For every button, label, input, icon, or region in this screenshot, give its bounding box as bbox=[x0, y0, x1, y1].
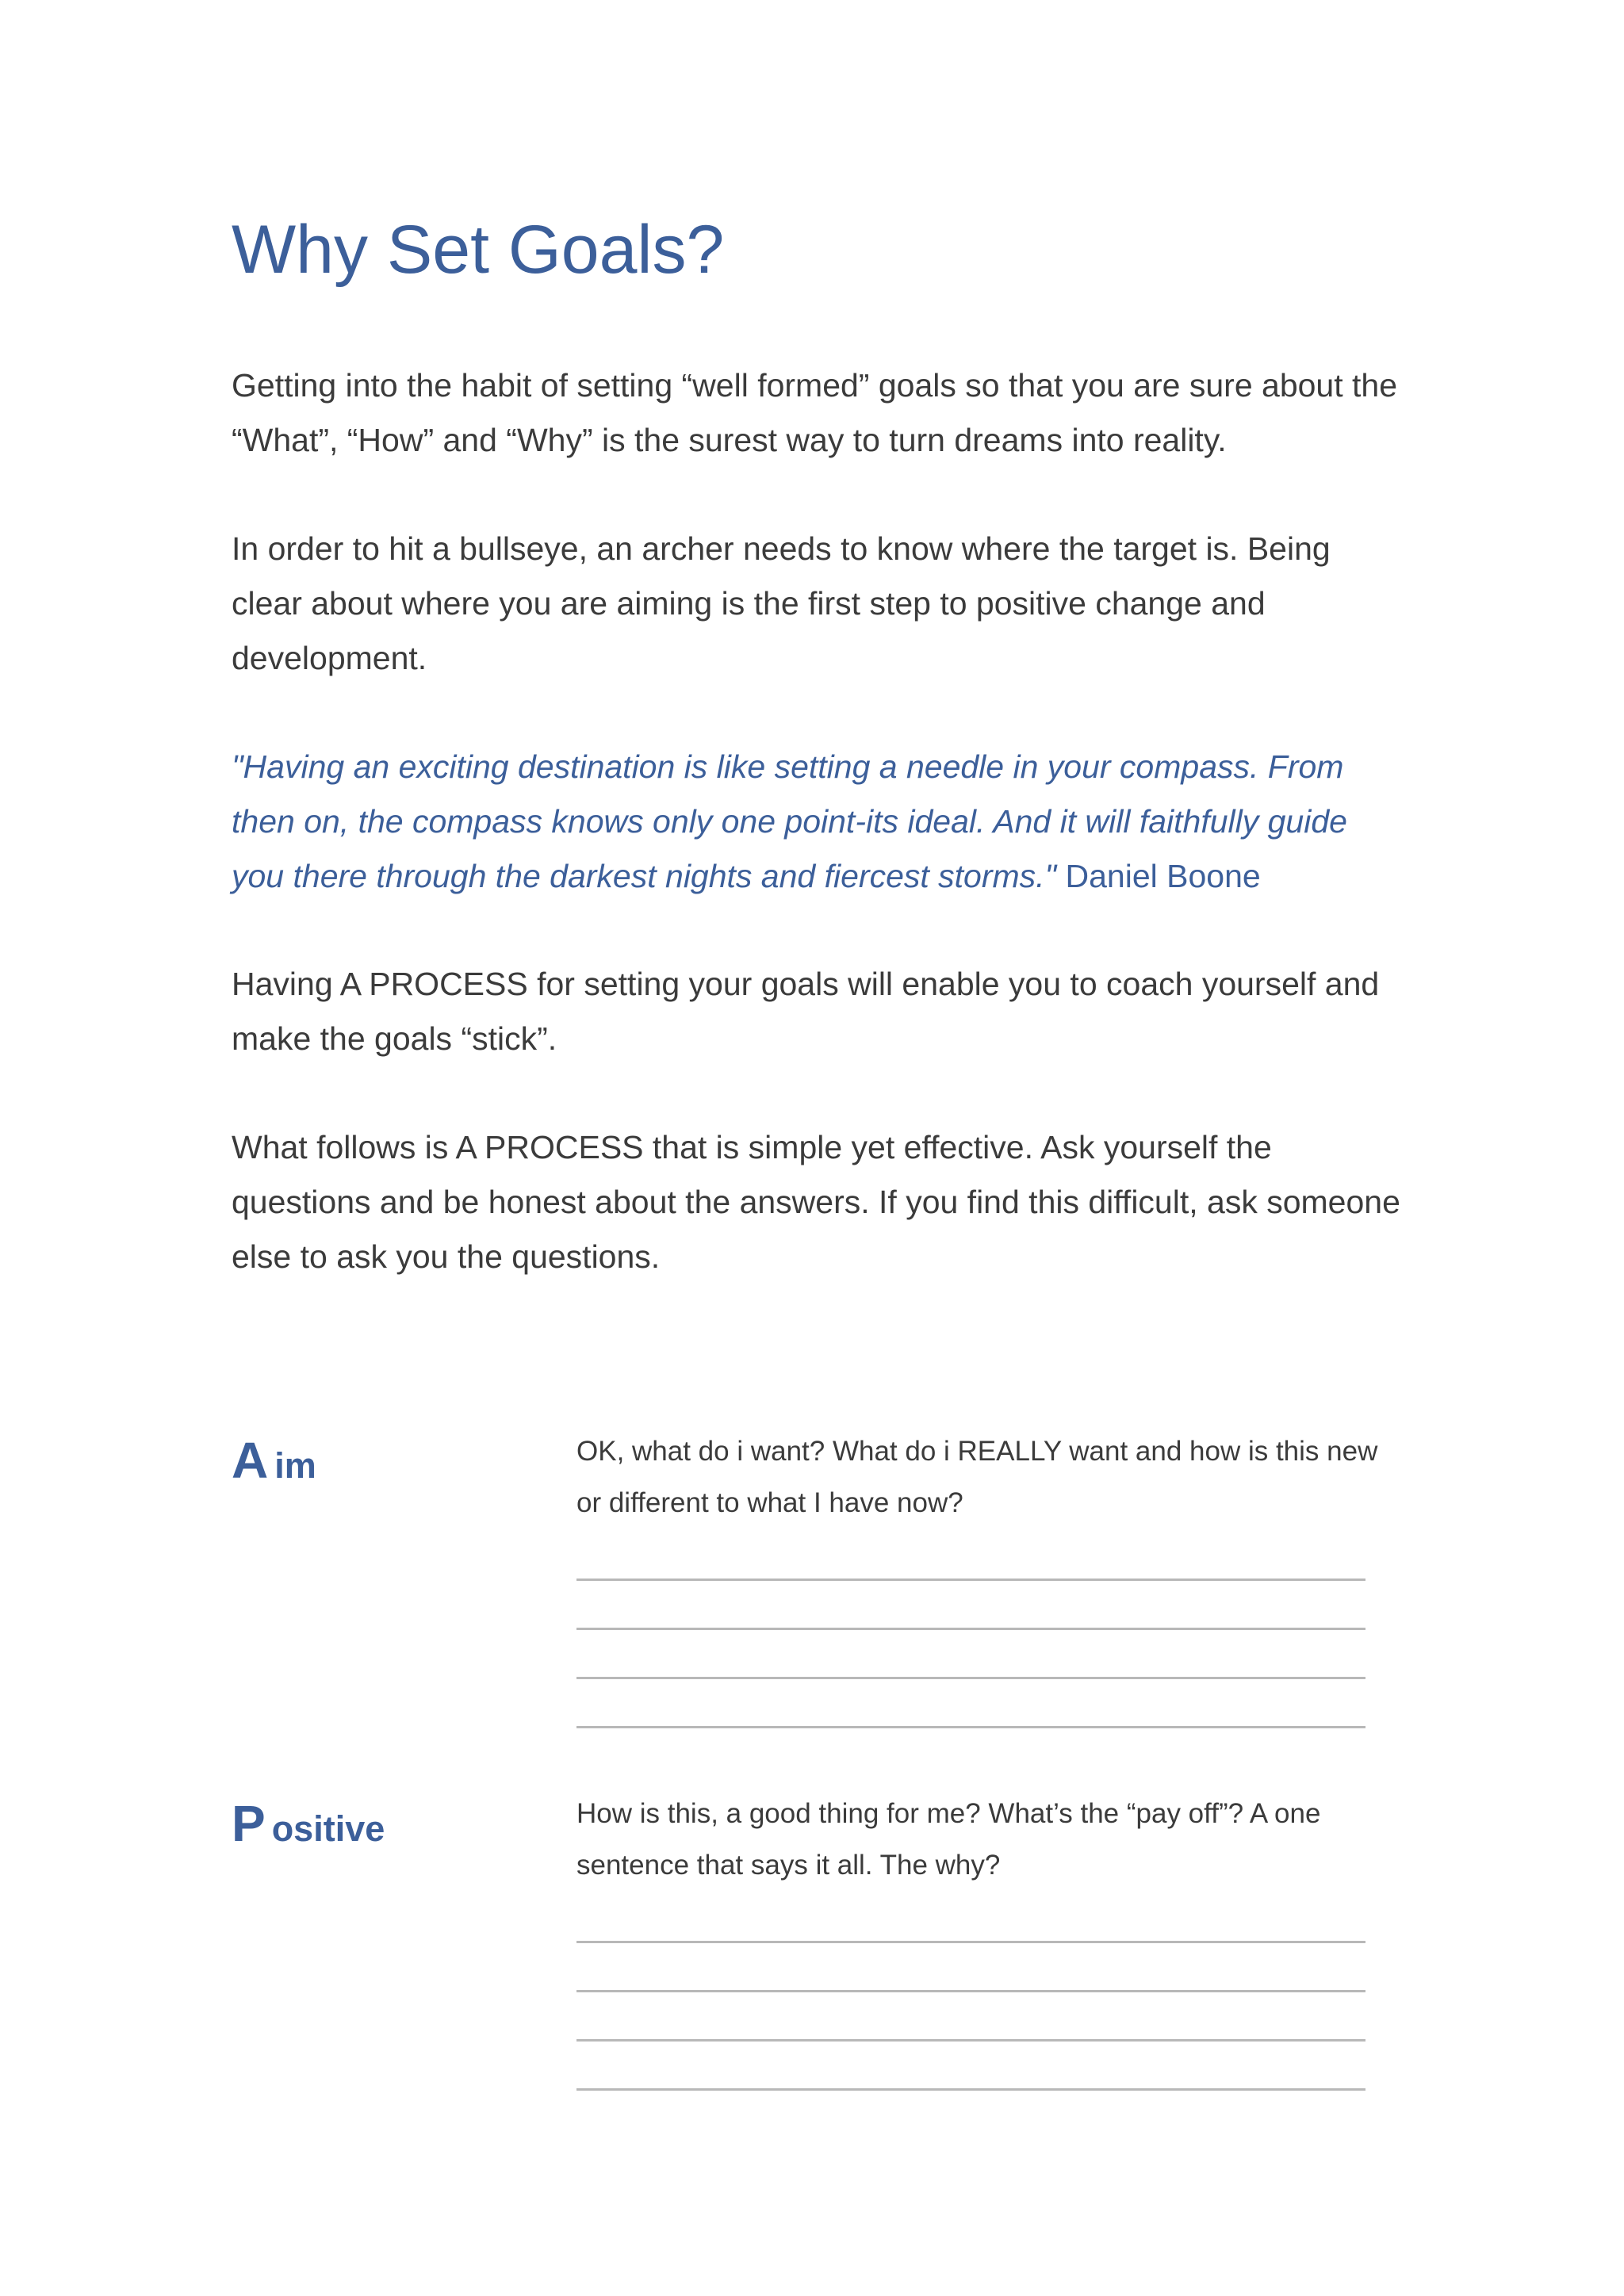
process-paragraph: Having A PROCESS for setting your goals will enable you to coach yourself and make the goals “stick”. bbox=[232, 966, 1380, 1057]
positive-answer-line[interactable] bbox=[576, 2088, 1365, 2091]
aim-answer-line[interactable] bbox=[576, 1726, 1365, 1728]
aim-heading bbox=[232, 1432, 316, 1489]
intro-paragraph: Getting into the habit of setting “well formed” goals so that you are sure about the “What”, “How” and “Why” is the surest way to turn dreams into reality. bbox=[232, 367, 1398, 458]
aim-answer-line[interactable] bbox=[576, 1628, 1365, 1630]
quote-paragraph bbox=[232, 740, 1405, 904]
positive-answer-line[interactable] bbox=[576, 1941, 1365, 1943]
positive-answer-line[interactable] bbox=[576, 2039, 1365, 2042]
aim-heading-rest: im bbox=[274, 1445, 316, 1486]
aim-answer-line[interactable] bbox=[576, 1677, 1365, 1679]
archer-paragraph: In order to hit a bullseye, an archer needs to know where the target is. Being clear about where you are aiming is the first step to positive change and development. bbox=[232, 530, 1331, 676]
aim-heading-initial: A bbox=[232, 1432, 269, 1489]
positive-heading-initial: P bbox=[232, 1795, 266, 1852]
positive-question: How is this, a good thing for me? What’s the “pay off”? A one sentence that says it all. The why? bbox=[576, 1798, 1321, 1881]
follows-paragraph: What follows is A PROCESS that is simple yet effective. Ask yourself the questions and be honest about the answers. If you find this difficult, ask someone else to ask you the questions. bbox=[232, 1129, 1400, 1275]
quote-author: Daniel Boone bbox=[1056, 858, 1261, 894]
positive-heading-rest: ositive bbox=[271, 1808, 385, 1849]
page-title: Why Set Goals? bbox=[232, 212, 725, 288]
quote-text: "Having an exciting destination is like setting a needle in your compass. From then on, the compass knows only one point-its ideal. And it will faithfully guide you there through the darkest nights and fiercest storms." bbox=[232, 748, 1347, 894]
aim-question: OK, what do i want? What do i REALLY want and how is this new or different to what I have now? bbox=[576, 1436, 1378, 1518]
positive-heading bbox=[232, 1795, 385, 1852]
aim-answer-line[interactable] bbox=[576, 1578, 1365, 1581]
positive-answer-line[interactable] bbox=[576, 1990, 1365, 1992]
